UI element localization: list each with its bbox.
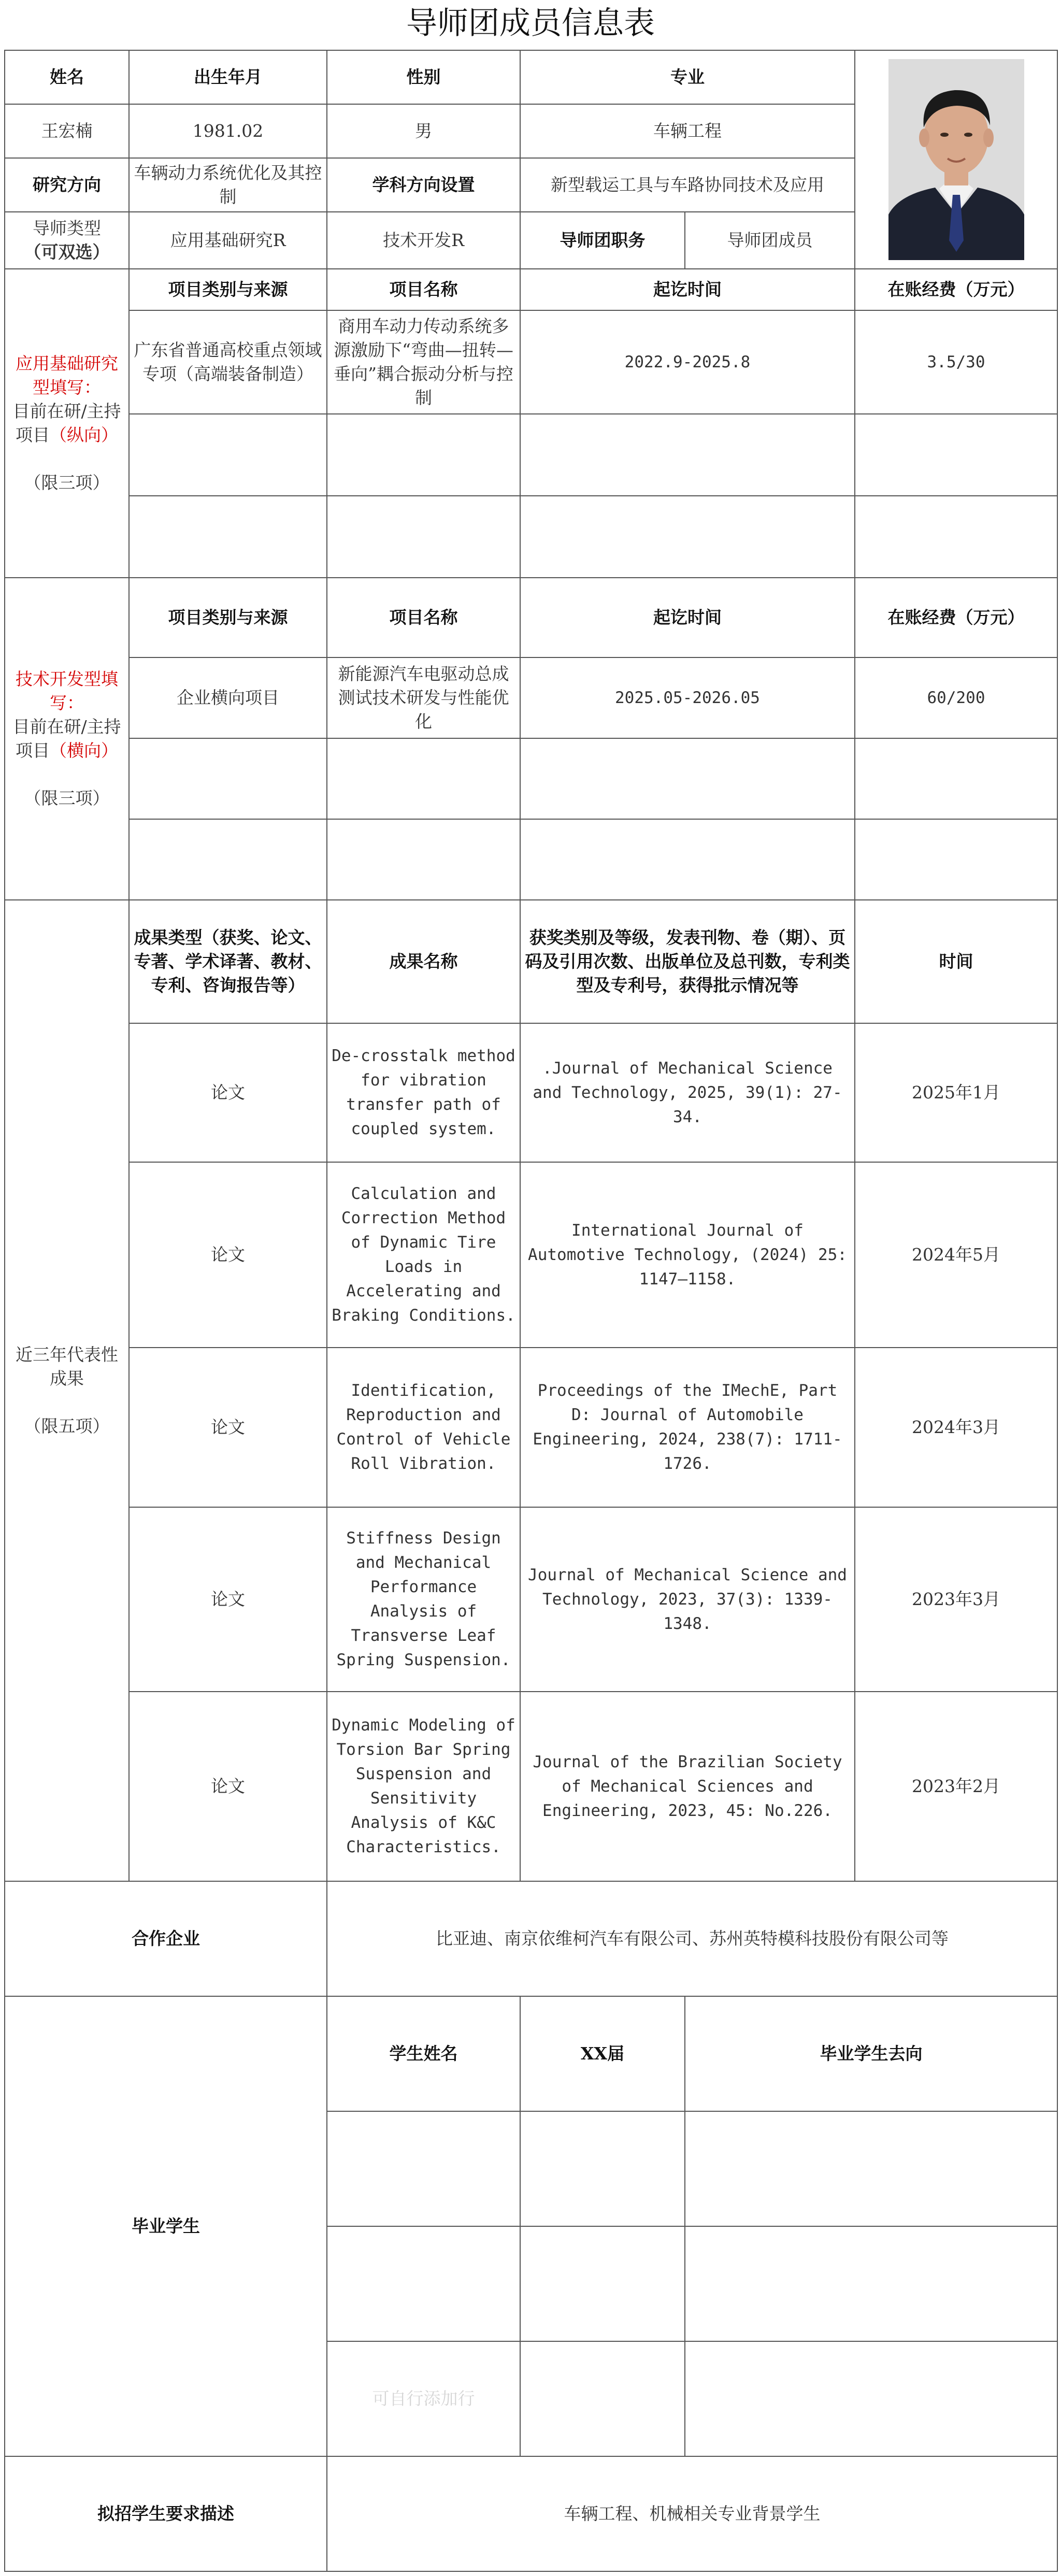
achievement-3-date: 2024年3月 xyxy=(855,1348,1057,1507)
requirement-value: 车辆工程、机械相关专业背景学生 xyxy=(327,2456,1057,2571)
graduate-2-destination[interactable] xyxy=(685,2226,1057,2341)
tech-header-row xyxy=(5,578,1057,657)
applied-side-limit: （限三项） xyxy=(24,473,110,493)
tech-row-3-name[interactable] xyxy=(327,819,520,900)
graduate-1-destination[interactable] xyxy=(685,2111,1057,2226)
achievement-row-2 xyxy=(5,1162,1057,1348)
applied-row-1-name: 商用车动力传动系统多源激励下“弯曲—扭转—垂向”耦合振动分析与控制 xyxy=(327,310,520,414)
graduates-col-destination: 毕业学生去向 xyxy=(685,1996,1057,2111)
requirement-label: 拟招学生要求描述 xyxy=(5,2456,327,2571)
achievement-row-1 xyxy=(5,1023,1057,1162)
applied-header-row xyxy=(5,269,1057,310)
tech-col-name: 项目名称 xyxy=(327,578,520,657)
applied-row-3 xyxy=(5,496,1057,578)
tech-row-2-name[interactable] xyxy=(327,738,520,819)
cooperation-label: 合作企业 xyxy=(5,1881,327,1996)
tech-side-limit: （限三项） xyxy=(24,788,110,808)
photo-cell xyxy=(855,50,1057,269)
achievement-3-details: Proceedings of the IMechE, Part D: Journal of Automobile Engineering, 2024, 238(7): 1711-1726. xyxy=(520,1348,855,1507)
tech-section-label xyxy=(5,578,129,900)
graduates-label: 毕业学生 xyxy=(5,1996,327,2456)
achievement-4-title: Stiffness Design and Mechanical Performance Analysis of Transverse Leaf Spring Suspension. xyxy=(327,1507,520,1692)
major-label: 专业 xyxy=(520,50,855,104)
gender-value: 男 xyxy=(327,104,520,158)
graduate-3-destination[interactable] xyxy=(685,2341,1057,2456)
gender-label: 性别 xyxy=(327,50,520,104)
graduates-col-name: 学生姓名 xyxy=(327,1996,520,2111)
graduates-header-row xyxy=(5,1996,1057,2111)
achievement-row-3 xyxy=(5,1348,1057,1507)
applied-section-label xyxy=(5,269,129,578)
applied-row-3-name[interactable] xyxy=(327,496,520,578)
tutor-type-option-applied[interactable]: 应用基础研究R xyxy=(129,212,327,269)
achievements-header-row xyxy=(5,900,1057,1023)
graduate-1-class[interactable] xyxy=(520,2111,685,2226)
achievement-1-details: .Journal of Mechanical Science and Technology, 2025, 39(1): 27-34. xyxy=(520,1023,855,1162)
applied-side-paren: （纵向） xyxy=(50,425,118,445)
discipline-label: 学科方向设置 xyxy=(327,158,520,212)
achievements-col-title: 成果名称 xyxy=(327,900,520,1023)
applied-row-1-source: 广东省普通高校重点领域专项（高端装备制造） xyxy=(129,310,327,414)
achievements-side-title: 近三年代表性成果 xyxy=(16,1344,118,1389)
add-row-hint[interactable]: 可自行添加行 xyxy=(327,2341,520,2456)
achievements-section-label xyxy=(5,900,129,1881)
research-label: 研究方向 xyxy=(5,158,129,212)
achievement-row-4 xyxy=(5,1507,1057,1692)
graduate-3-class[interactable] xyxy=(520,2341,685,2456)
tutor-type-label-line1: 导师类型 xyxy=(33,218,101,238)
applied-col-source: 项目类别与来源 xyxy=(129,269,327,310)
applied-row-2-name[interactable] xyxy=(327,414,520,496)
achievement-2-details: International Journal of Automotive Technology, (2024) 25: 1147–1158. xyxy=(520,1162,855,1348)
achievement-2-title: Calculation and Correction Method of Dynamic Tire Loads in Accelerating and Braking Conditions. xyxy=(327,1162,520,1348)
tech-row-2-funds[interactable] xyxy=(855,738,1057,819)
tech-row-2-period[interactable] xyxy=(520,738,855,819)
achievement-5-date: 2023年2月 xyxy=(855,1692,1057,1881)
applied-row-1 xyxy=(5,310,1057,414)
tech-row-3-period[interactable] xyxy=(520,819,855,900)
achievement-5-title: Dynamic Modeling of Torsion Bar Spring Suspension and Sensitivity Analysis of K&C Characteristics. xyxy=(327,1692,520,1881)
achievement-3-title: Identification, Reproduction and Control of Vehicle Roll Vibration. xyxy=(327,1348,520,1507)
applied-row-2-period[interactable] xyxy=(520,414,855,496)
tech-row-2-source[interactable] xyxy=(129,738,327,819)
tech-col-source: 项目类别与来源 xyxy=(129,578,327,657)
achievement-4-details: Journal of Mechanical Science and Technology, 2023, 37(3): 1339-1348. xyxy=(520,1507,855,1692)
requirement-row xyxy=(5,2456,1057,2571)
tech-row-1-source: 企业横向项目 xyxy=(129,657,327,738)
tech-side-line: 目前在研/主持项目 xyxy=(12,717,121,761)
graduate-2-class[interactable] xyxy=(520,2226,685,2341)
achievement-1-type: 论文 xyxy=(129,1023,327,1162)
graduates-col-class: XX届 xyxy=(520,1996,685,2111)
tech-col-period: 起讫时间 xyxy=(520,578,855,657)
applied-row-3-period[interactable] xyxy=(520,496,855,578)
applied-side-red: 应用基础研究型填写： xyxy=(16,353,118,397)
applied-row-3-source[interactable] xyxy=(129,496,327,578)
basic-header-row xyxy=(5,50,1057,104)
tech-row-1 xyxy=(5,657,1057,738)
tech-row-3 xyxy=(5,819,1057,900)
tech-side-paren: （横向） xyxy=(50,740,118,761)
applied-col-funds: 在账经费（万元） xyxy=(855,269,1057,310)
tutor-type-label-line2: （可双选） xyxy=(24,242,110,262)
research-value: 车辆动力系统优化及其控制 xyxy=(129,158,327,212)
tutor-type-label xyxy=(5,212,129,269)
applied-col-name: 项目名称 xyxy=(327,269,520,310)
cooperation-value: 比亚迪、南京依维柯汽车有限公司、苏州英特模科技股份有限公司等 xyxy=(327,1881,1057,1996)
achievement-4-type: 论文 xyxy=(129,1507,327,1692)
applied-col-period: 起讫时间 xyxy=(520,269,855,310)
role-value: 导师团成员 xyxy=(685,212,855,269)
name-label: 姓名 xyxy=(5,50,129,104)
achievement-row-5 xyxy=(5,1692,1057,1881)
achievement-5-details: Journal of the Brazilian Society of Mechanical Sciences and Engineering, 2023, 45: No.226. xyxy=(520,1692,855,1881)
achievements-col-details: 获奖类别及等级，发表刊物、卷（期）、页码及引用次数、出版单位及总刊数，专利类型及专利号，获得批示情况等 xyxy=(520,900,855,1023)
achievement-2-type: 论文 xyxy=(129,1162,327,1348)
tech-row-2 xyxy=(5,738,1057,819)
applied-row-2 xyxy=(5,414,1057,496)
birth-label: 出生年月 xyxy=(129,50,327,104)
portrait-photo xyxy=(888,59,1024,260)
achievement-1-date: 2025年1月 xyxy=(855,1023,1057,1162)
tech-row-3-funds[interactable] xyxy=(855,819,1057,900)
tech-row-1-funds: 60/200 xyxy=(855,657,1057,738)
applied-row-3-funds[interactable] xyxy=(855,496,1057,578)
birth-value: 1981.02 xyxy=(129,104,327,158)
achievement-5-type: 论文 xyxy=(129,1692,327,1881)
role-label: 导师团职务 xyxy=(520,212,685,269)
achievement-2-date: 2024年5月 xyxy=(855,1162,1057,1348)
tech-row-1-name: 新能源汽车电驱动总成测试技术研发与性能优化 xyxy=(327,657,520,738)
graduate-2-name[interactable] xyxy=(327,2226,520,2341)
achievements-side-limit: （限五项） xyxy=(24,1416,110,1436)
achievements-col-date: 时间 xyxy=(855,900,1057,1023)
applied-row-1-funds: 3.5/30 xyxy=(855,310,1057,414)
page-title: 导师团成员信息表 xyxy=(406,5,655,41)
achievement-1-title: De-crosstalk method for vibration transfer path of coupled system. xyxy=(327,1023,520,1162)
tech-side-red: 技术开发型填写： xyxy=(16,669,118,713)
cooperation-row xyxy=(5,1881,1057,1996)
tech-row-3-source[interactable] xyxy=(129,819,327,900)
achievements-col-type: 成果类型（获奖、论文、专著、学术译著、教材、专利、咨询报告等） xyxy=(129,900,327,1023)
tutor-type-option-tech[interactable]: 技术开发R xyxy=(327,212,520,269)
applied-row-1-period: 2022.9-2025.8 xyxy=(520,310,855,414)
tech-col-funds: 在账经费（万元） xyxy=(855,578,1057,657)
achievement-3-type: 论文 xyxy=(129,1348,327,1507)
name-value: 王宏楠 xyxy=(5,104,129,158)
graduate-1-name[interactable] xyxy=(327,2111,520,2226)
discipline-value: 新型载运工具与车路协同技术及应用 xyxy=(520,158,855,212)
applied-side-line: 目前在研/主持项目 xyxy=(12,401,121,445)
applied-row-2-source[interactable] xyxy=(129,414,327,496)
major-value: 车辆工程 xyxy=(520,104,855,158)
tech-row-1-period: 2025.05-2026.05 xyxy=(520,657,855,738)
info-table xyxy=(4,50,1058,2572)
achievement-4-date: 2023年3月 xyxy=(855,1507,1057,1692)
applied-row-2-funds[interactable] xyxy=(855,414,1057,496)
